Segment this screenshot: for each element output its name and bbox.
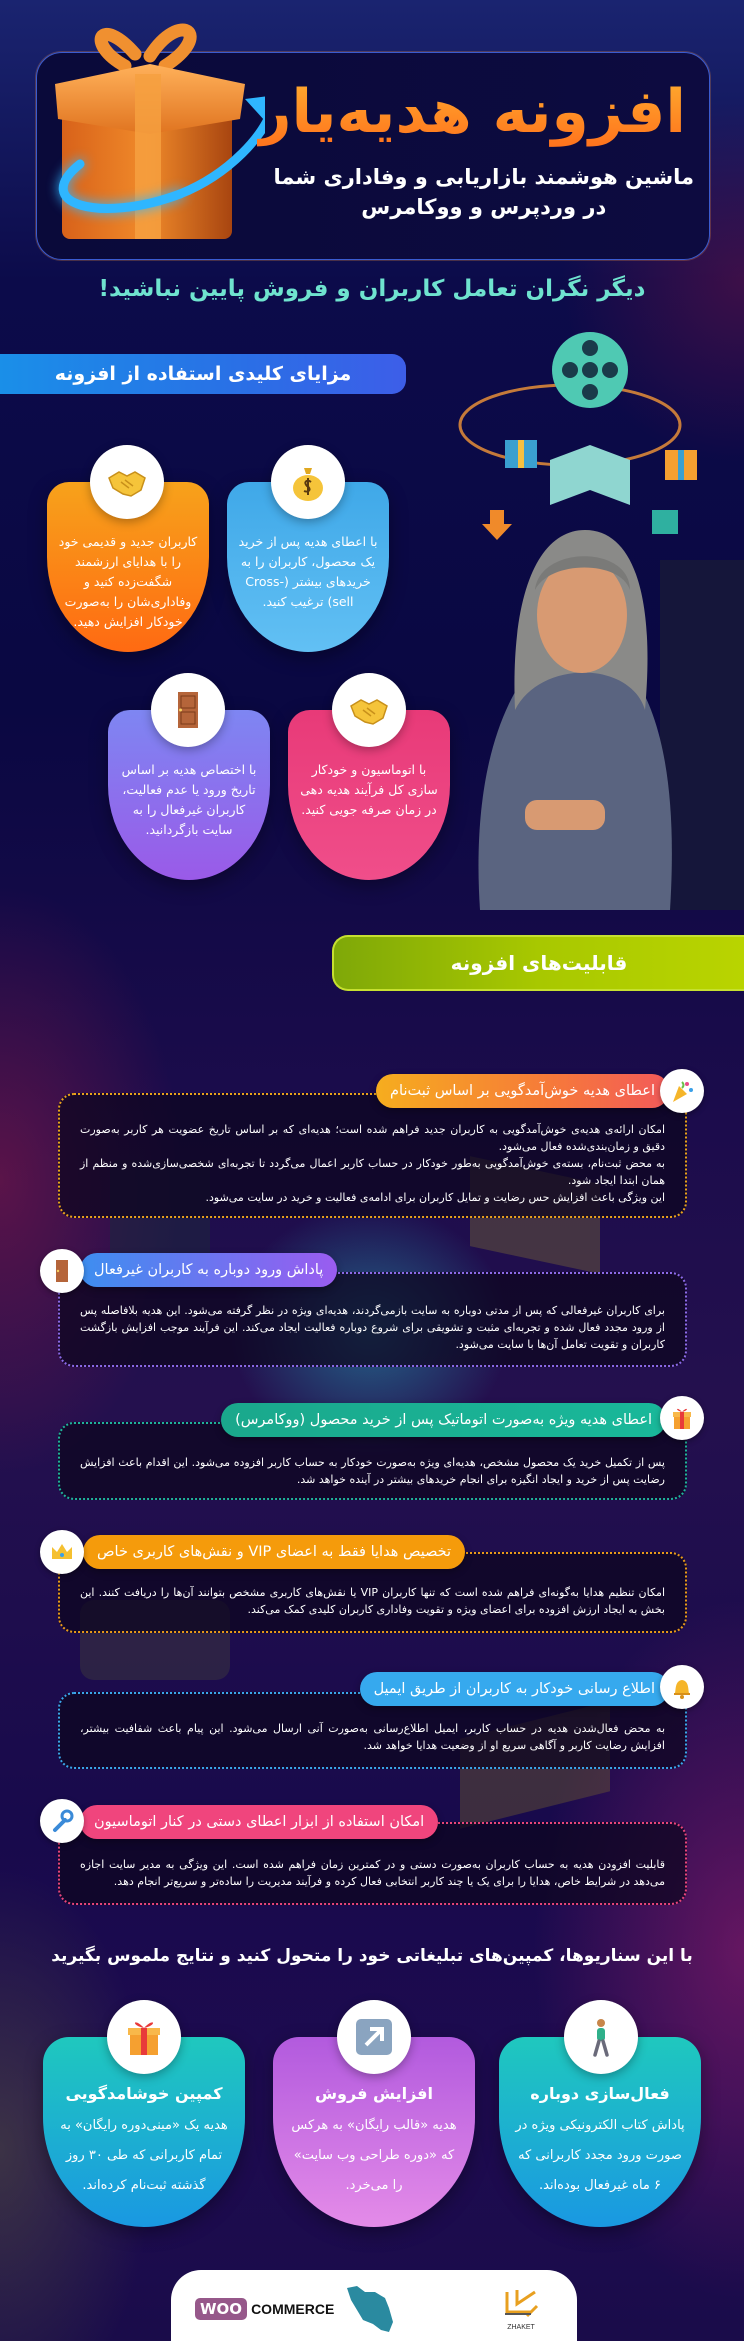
money-bag-icon: [271, 445, 345, 519]
zhaket-logo-mark: [501, 2286, 541, 2320]
benefits-heading: مزایای کلیدی استفاده از افزونه: [0, 354, 406, 394]
benefit-card-text: با اعطای هدیه پس از خرید یک محصول، کاربران را به خریدهای بیشتر (Cross-sell) ترغیب کنید.: [238, 534, 378, 609]
tagline: دیگر نگران تعامل کاربران و فروش پایین نباشید!: [98, 276, 646, 302]
scenario-card-title: کمپین خوشامدگویی: [65, 2084, 223, 2103]
party-popper-icon: [660, 1069, 704, 1113]
woman-illustration: [430, 330, 744, 910]
feature-text: امکان ارائه‌ی هدیه‌ی خوش‌آمدگویی به کاربران جدید فراهم شده است؛ هدیه‌ای که بر اساس تاریخ عضویت هر کاربر به‌صورت دقیق و زمان‌بندی‌شده فعال می‌شود.: [80, 1123, 665, 1153]
hero-subtitle: [274, 162, 694, 222]
commerce-logo-text: COMMERCE: [251, 2301, 335, 2317]
arrow-up-right-icon: [337, 2000, 411, 2074]
features-heading: قابلیت‌های افزونه: [332, 935, 744, 991]
feature-title-email-notify: اطلاع رسانی خودکار به کاربران از طریق ایمیل: [360, 1672, 669, 1706]
gift-icon: [107, 2000, 181, 2074]
handshake-icon: [332, 673, 406, 747]
gift-box-icon: [40, 14, 265, 249]
zhaket-logo-text: ZHAKET: [507, 2324, 535, 2331]
feature-text: پس از تکمیل خرید یک محصول مشخص، هدیه‌ای ویژه به‌صورت خودکار به حساب کاربر افزوده می‌شود. این اقدام باعث افزایش رضایت پس از خرید و ایجاد انگیزه برای انجام خریدهای بیشتر در آینده خواهد شد.: [80, 1456, 665, 1486]
scenario-card-text: پاداش کتاب الکترونیکی ویژه در صورت ورود مجدد کاربرانی که ۶ ماه غیرفعال بوده‌اند.: [515, 2118, 685, 2193]
feature-title-welcome-gift: اعطای هدیه خوش‌آمدگویی بر اساس ثبت‌نام: [376, 1074, 669, 1108]
door-icon: [151, 673, 225, 747]
feature-text: به محض ثبت‌نام، بسته‌ی خوش‌آمدگویی به‌طور خودکار در حساب کاربر اعمال می‌گردد تا تجربه‌ای شخصی‌سازی‌شده و منظم از همان ابتدا ایجاد شود.: [80, 1157, 665, 1187]
feature-title-manual-grant: امکان استفاده از ابزار اعطای دستی در کنار اتوماسیون: [80, 1805, 438, 1839]
bell-icon: [660, 1665, 704, 1709]
iran-map-icon: [345, 2284, 400, 2334]
feature-text: قابلیت افزودن هدیه به حساب کاربران به‌صورت دستی و در کمترین زمان فراهم شده است. این ویژگی به مدیر سایت اجازه می‌دهد در شرایط خاص، هدایا را برای یک یا چند کاربر انتخابی فعال کرده و فرآیند مدیریت را ساده‌تر و سریع‌تر انجام دهد.: [80, 1858, 665, 1888]
woo-logo-mark: WOO: [195, 2298, 247, 2320]
feature-text: این ویژگی باعث افزایش حس رضایت و تمایل کاربران برای ادامه‌ی فعالیت و خرید در سایت می‌شود.: [205, 1191, 665, 1204]
crown-icon: [40, 1530, 84, 1574]
scenarios-heading: با این سناریوها، کمپین‌های تبلیغاتی خود را متحول کنید و نتایج ملموس بگیرید: [51, 1946, 693, 1966]
zhaket-logo: [488, 2286, 554, 2336]
scenario-card-text: هدیه «قالب رایگان» به هرکس که «دوره طراحی وب سایت» را می‌خرد.: [291, 2118, 457, 2193]
feature-title-purchase-gift: اعطای هدیه ویژه به‌صورت اتوماتیک پس از خرید محصول (ووکامرس): [221, 1403, 666, 1437]
feature-title-vip-gifts: تخصیص هدایا فقط به اعضای VIP و نقش‌های کاربری خاص: [83, 1535, 465, 1569]
wrench-icon: [40, 1799, 84, 1843]
scenario-card-title: افزایش فروش: [314, 2084, 434, 2103]
hero-subtitle-line2: در وردپرس و ووکامرس: [361, 195, 607, 219]
benefit-card-text: با اتوماسیون و خودکار سازی کل فرآیند هدیه دهی در زمان صرفه جویی کنید.: [300, 762, 438, 817]
hero-title: افزونه هدیه‌یار: [257, 66, 686, 158]
benefit-card-text: کاربران جدید و قدیمی خود را با هدایای ارزشمند شگفت‌زده کنید و وفاداری‌شان را به‌صورت خودکار افزایش دهید.: [58, 534, 198, 629]
benefit-card-text: با اختصاص هدیه بر اساس تاریخ ورود یا عدم فعالیت، کاربران غیرفعال را به سایت بازگردانید.: [121, 762, 257, 837]
door-icon: [40, 1249, 84, 1293]
feature-text: برای کاربران غیرفعالی که پس از مدتی دوباره به سایت بازمی‌گردند، هدیه‌ای ویژه در نظر گرفته می‌شود. این هدیه بلافاصله پس از ورود مجدد فعال شده و تجربه‌ای مثبت و تشویقی برای شروع دوباره فعالیت ایجاد می‌کند. این فرآیند موجب افزایش بازگشت کاربران و تقویت تعامل آن‌ها با سایت می‌شود.: [80, 1304, 665, 1351]
feature-box-welcome-gift: [58, 1093, 687, 1218]
hero-subtitle-line1: ماشین هوشمند بازاریابی و وفاداری شما: [273, 165, 694, 189]
gift-icon: [660, 1396, 704, 1440]
scenario-card-title: فعال‌سازی دوباره: [530, 2084, 670, 2103]
feature-title-reactivation-reward: پاداش ورود دوباره به کاربران غیرفعال: [80, 1253, 337, 1287]
walking-person-icon: [564, 2000, 638, 2074]
scenario-card-text: هدیه یک «مینی‌دوره رایگان» به تمام کاربرانی که طی ۳۰ روز گذشته ثبت‌نام کرده‌اند.: [60, 2118, 228, 2193]
handshake-icon: [90, 445, 164, 519]
woocommerce-logo: [195, 2298, 334, 2320]
feature-text: به محض فعال‌شدن هدیه در حساب کاربر، ایمیل اطلاع‌رسانی به‌صورت آنی ارسال می‌شود. این پیام باعث شفافیت بیشتر، افزایش رضایت کاربر و آگاهی سریع او از وضعیت هدایا خواهد شد.: [80, 1722, 665, 1752]
feature-text: امکان تنظیم هدایا به‌گونه‌ای فراهم شده است که تنها کاربران VIP یا نقش‌های کاربری مشخص بتوانند آن‌ها را دریافت کنند. این بخش به ایجاد ارزش افزوده برای اعضای ویژه و تقویت وفاداری کاربران کلیدی کمک می‌کند.: [80, 1586, 666, 1616]
